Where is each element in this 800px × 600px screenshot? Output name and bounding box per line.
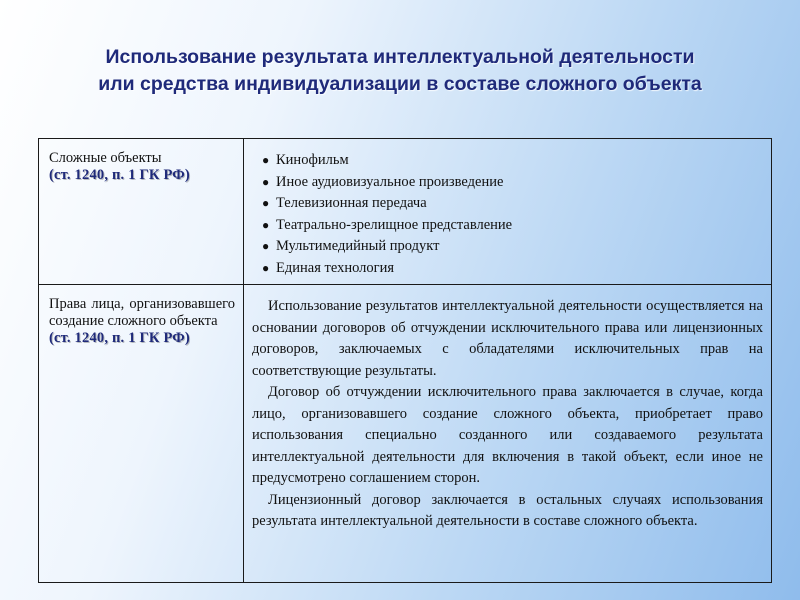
complex-objects-reference: (ст. 1240, п. 1 ГК РФ) xyxy=(49,167,190,183)
bullet-dot-icon: ● xyxy=(262,239,270,253)
table-row-organizer-rights xyxy=(39,285,772,583)
bullet-dot-icon: ● xyxy=(262,153,270,167)
bullet-dot-icon: ● xyxy=(262,217,270,232)
slide-title xyxy=(0,44,800,98)
list-item xyxy=(262,236,763,258)
complex-objects-list-cell xyxy=(244,139,772,285)
list-item xyxy=(262,150,763,172)
list-item-text: Телевизионная передача xyxy=(276,195,427,211)
paragraph-usage-basis: Использование результатов интеллектуальной деятельности осуществляется на основании договоров об отчуждении исключительного права или лицензионных договоров, заключаемых с обладателями исключительных прав на соответствующие результаты. xyxy=(252,298,763,379)
complex-objects-list xyxy=(252,150,763,279)
list-item-text: Иное аудиовизуальное произведение xyxy=(276,173,504,190)
slide-title-line-2: или средства индивидуализации в составе сложного объекта xyxy=(98,73,702,95)
paragraph-license-contract: Лицензионный договор заключается в остальных случаях использования результата интеллектуальной деятельности в составе сложного объекта. xyxy=(252,491,763,529)
list-item xyxy=(262,172,763,194)
list-item xyxy=(262,193,763,215)
table-row-complex-objects xyxy=(39,139,772,285)
paragraph-alienation-contract: Договор об отчуждении исключительного права заключается в случае, когда лицо, организовавшего создание сложного объекта, приобретает право использования специально созданного или создаваемого результата интеллектуальной деятельности для включения в такой объект, если иное не предусмотрено соглашением сторон. xyxy=(252,384,763,486)
list-item-text: Мультимедийный продукт xyxy=(276,238,440,254)
bullet-dot-icon: ● xyxy=(262,196,270,210)
list-item-text: Единая технология xyxy=(276,259,394,276)
list-item-text: Кинофильм xyxy=(276,152,349,168)
list-item xyxy=(262,215,763,237)
organizer-rights-label: Права лица, организовавшего создание сложного объекта xyxy=(49,296,235,329)
complex-objects-label: Сложные объекты xyxy=(49,150,162,166)
organizer-rights-reference: (ст. 1240, п. 1 ГК РФ) xyxy=(49,330,190,346)
complex-objects-label-cell xyxy=(39,139,244,285)
list-item-text: Театрально-зрелищное представление xyxy=(276,216,513,233)
organizer-rights-label-cell xyxy=(39,285,244,583)
bullet-dot-icon: ● xyxy=(262,260,270,275)
content-table xyxy=(38,138,772,583)
bullet-dot-icon: ● xyxy=(262,174,270,189)
organizer-rights-text-cell xyxy=(244,285,772,583)
list-item xyxy=(262,258,763,280)
slide-title-line-1: Использование результата интеллектуальной деятельности xyxy=(105,46,695,68)
